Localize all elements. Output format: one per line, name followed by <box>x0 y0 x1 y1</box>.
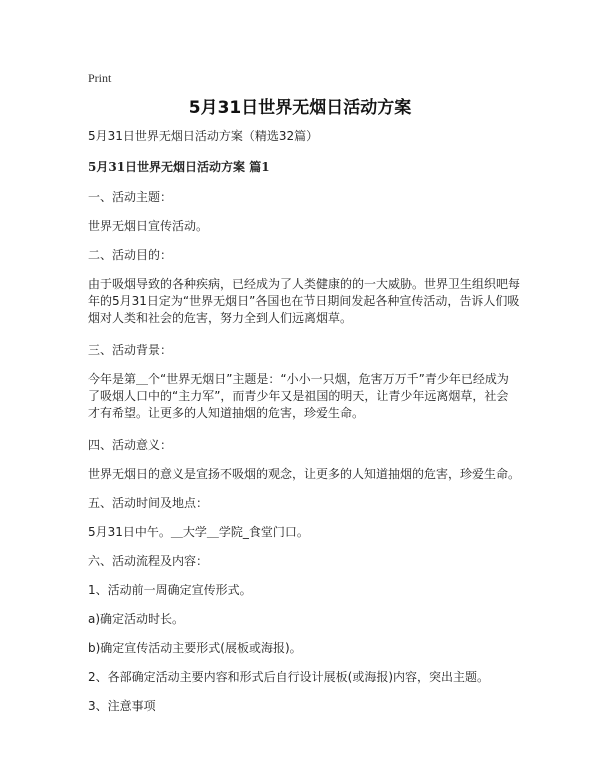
list-item-step-2: 2、各部确定活动主要内容和形式后自行设计展板(或海报)内容，突出主题。 <box>88 670 490 684</box>
paragraph-activity-purpose: 由于吸烟导致的各种疾病，已经成为了人类健康的的一大威胁。世界卫生组织吧每年的5月31日定为“世界无烟日”各国也在节日期间发起各种宣传活动，告诉人们吸烟对人类和社会的危害，努力全到人们远离烟草。 <box>88 277 521 325</box>
document-body <box>88 128 520 727</box>
paragraph-time-location: 5月31日中午。＿大学＿学院_食堂门口。 <box>88 525 309 539</box>
heading-activity-theme: 一、活动主题： <box>88 190 173 204</box>
paragraph-activity-theme: 世界无烟日宣传活动。 <box>88 219 209 233</box>
heading-process-content: 六、活动流程及内容： <box>88 554 209 568</box>
print-link[interactable]: Print <box>88 71 112 85</box>
list-item-step-3: 3、注意事项 <box>88 699 156 713</box>
list-item-step-1: 1、活动前一周确定宣传形式。 <box>88 583 252 597</box>
document-subtitle: 5月31日世界无烟日活动方案（精选32篇） <box>88 129 319 143</box>
page-title: 5月31日世界无烟日活动方案 <box>188 98 412 118</box>
heading-activity-background: 三、活动背景： <box>88 343 173 357</box>
paragraph-activity-background: 今年是第＿个“世界无烟日”主题是：“小小一只烟，危害万万千”青少年已经成为了吸烟人口中的“主力军”，而青少年又是祖国的明天，让青少年远离烟草，社会才有希望。让更多的人知道抽烟的危害，珍爱生命。 <box>88 372 509 420</box>
list-item-step-1a: a)确定活动时长。 <box>88 612 185 626</box>
heading-activity-significance: 四、活动意义： <box>88 438 173 452</box>
heading-activity-purpose: 二、活动目的： <box>88 248 173 262</box>
section-heading: 5月31日世界无烟日活动方案 篇1 <box>88 160 270 174</box>
paragraph-activity-significance: 世界无烟日的意义是宣扬不吸烟的观念，让更多的人知道抽烟的危害，珍爱生命。 <box>88 467 521 481</box>
heading-time-location: 五、活动时间及地点： <box>88 496 209 510</box>
list-item-step-1b: b)确定宣传活动主要形式(展板或海报)。 <box>88 641 302 655</box>
